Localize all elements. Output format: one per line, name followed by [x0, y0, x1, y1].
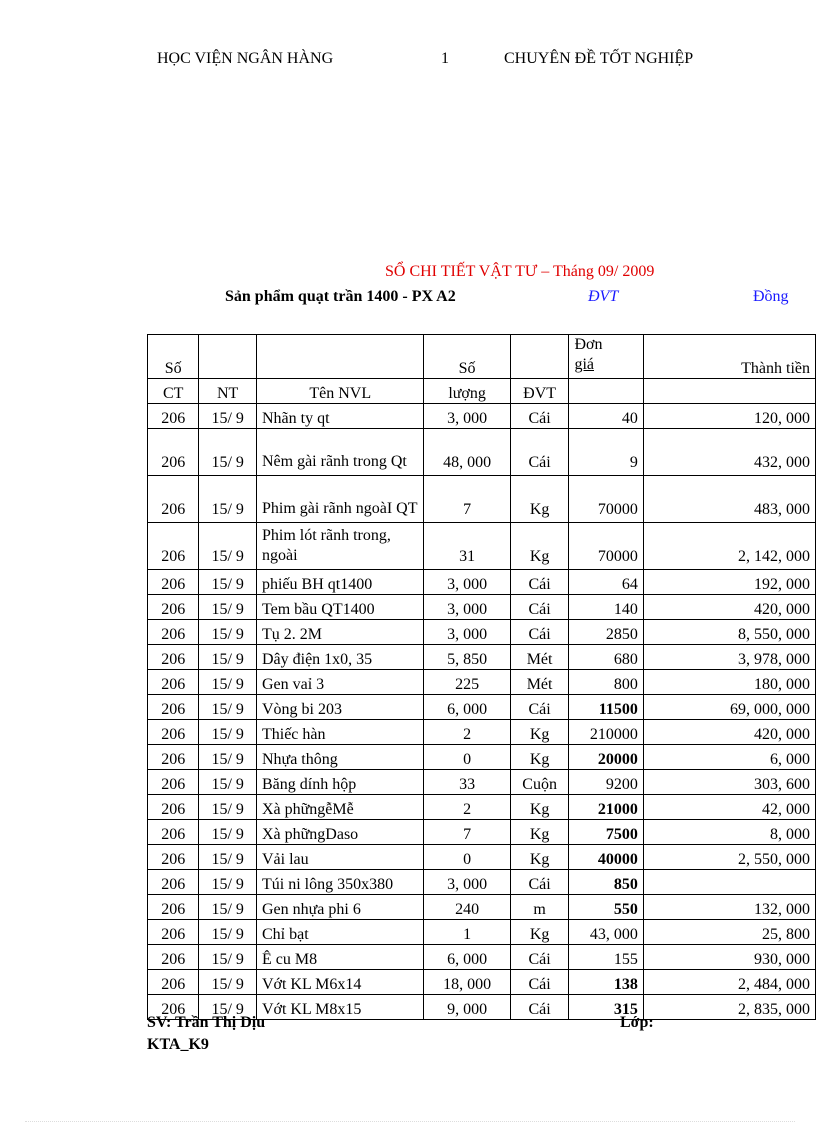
table-row: [148, 970, 816, 995]
cell-ct: 206: [148, 970, 199, 995]
cell-so-luong: 18, 000: [424, 970, 510, 995]
header-empty: [643, 379, 815, 404]
header-empty: [510, 335, 569, 379]
cell-so-luong: 2: [424, 795, 510, 820]
table-row: [148, 795, 816, 820]
cell-don-gia: 155: [569, 945, 643, 970]
cell-ct: 206: [148, 995, 199, 1020]
cell-ct: 206: [148, 870, 199, 895]
cell-ct: 206: [148, 404, 199, 429]
cell-ct: 206: [148, 429, 199, 476]
cell-thanh-tien: 6, 000: [643, 745, 815, 770]
cell-dvt: Cái: [510, 595, 569, 620]
cell-ten-nvl: Tụ 2. 2M: [256, 620, 423, 645]
cell-nt: 15/ 9: [199, 945, 257, 970]
cell-ten-nvl: Vớt KL M8x15: [256, 995, 423, 1020]
cell-so-luong: 3, 000: [424, 570, 510, 595]
cell-don-gia: 680: [569, 645, 643, 670]
cell-nt: 15/ 9: [199, 795, 257, 820]
table-row: [148, 920, 816, 945]
cell-so-luong: 3, 000: [424, 620, 510, 645]
cell-ten-nvl: Gen nhựa phi 6: [256, 895, 423, 920]
cell-dvt: Cái: [510, 620, 569, 645]
cell-dvt: Kg: [510, 523, 569, 570]
cell-ct: 206: [148, 523, 199, 570]
cell-thanh-tien: 3, 978, 000: [643, 645, 815, 670]
cell-dvt: Mét: [510, 645, 569, 670]
table-row: [148, 570, 816, 595]
cell-dvt: Kg: [510, 745, 569, 770]
table-row: [148, 476, 816, 523]
cell-nt: 15/ 9: [199, 920, 257, 945]
table-row: [148, 695, 816, 720]
cell-ten-nvl: Vòng bi 203: [256, 695, 423, 720]
cell-nt: 15/ 9: [199, 695, 257, 720]
cell-ct: 206: [148, 895, 199, 920]
cell-thanh-tien: 2, 142, 000: [643, 523, 815, 570]
cell-so-luong: 1: [424, 920, 510, 945]
cell-thanh-tien: [643, 870, 815, 895]
cell-so-luong: 3, 000: [424, 870, 510, 895]
cell-ct: 206: [148, 745, 199, 770]
cell-don-gia: 9200: [569, 770, 643, 795]
header-thanh-tien: Thành tiền: [643, 335, 815, 379]
table-row: [148, 745, 816, 770]
cell-don-gia: 43, 000: [569, 920, 643, 945]
cell-so-luong: 33: [424, 770, 510, 795]
cell-dvt: Cái: [510, 429, 569, 476]
cell-thanh-tien: 42, 000: [643, 795, 815, 820]
cell-ten-nvl: Túi ni lông 350x380: [256, 870, 423, 895]
table-row: [148, 845, 816, 870]
class-label: Lớp:: [620, 1014, 654, 1031]
document-title: SỔ CHI TIẾT VẬT TƯ – Tháng 09/ 2009: [385, 263, 655, 280]
cell-don-gia: 315: [569, 995, 643, 1020]
cell-don-gia: 2850: [569, 620, 643, 645]
cell-dvt: Cái: [510, 970, 569, 995]
cell-nt: 15/ 9: [199, 745, 257, 770]
cell-thanh-tien: 483, 000: [643, 476, 815, 523]
cell-nt: 15/ 9: [199, 820, 257, 845]
cell-thanh-tien: 2, 550, 000: [643, 845, 815, 870]
document-subtitle: Sản phẩm quạt trần 1400 - PX A2: [225, 288, 456, 305]
cell-ct: 206: [148, 476, 199, 523]
class-code: KTA_K9: [147, 1036, 209, 1053]
cell-nt: 15/ 9: [199, 476, 257, 523]
cell-ten-nvl: Vớt KL M6x14: [256, 970, 423, 995]
cell-so-luong: 31: [424, 523, 510, 570]
currency-label: Đồng: [753, 288, 789, 305]
cell-nt: 15/ 9: [199, 523, 257, 570]
cell-ten-nvl: Nhãn ty qt: [256, 404, 423, 429]
cell-thanh-tien: 120, 000: [643, 404, 815, 429]
cell-so-luong: 3, 000: [424, 404, 510, 429]
cell-dvt: m: [510, 895, 569, 920]
cell-dvt: Kg: [510, 720, 569, 745]
table-row: [148, 645, 816, 670]
cell-ct: 206: [148, 645, 199, 670]
cell-ct: 206: [148, 795, 199, 820]
header-empty: [569, 379, 643, 404]
cell-nt: 15/ 9: [199, 429, 257, 476]
cell-nt: 15/ 9: [199, 870, 257, 895]
unit-label: ĐVT: [588, 288, 619, 305]
page-bottom-border: [25, 1121, 795, 1122]
table-row: [148, 720, 816, 745]
cell-nt: 15/ 9: [199, 970, 257, 995]
cell-ct: 206: [148, 820, 199, 845]
header-institution: HỌC VIỆN NGÂN HÀNG: [157, 50, 334, 67]
cell-don-gia: 140: [569, 595, 643, 620]
cell-ct: 206: [148, 595, 199, 620]
cell-ten-nvl: Nêm gài rãnh trong Qt: [256, 429, 423, 476]
header-empty: [199, 335, 257, 379]
cell-don-gia: 210000: [569, 720, 643, 745]
cell-dvt: Cái: [510, 404, 569, 429]
cell-dvt: Cái: [510, 945, 569, 970]
cell-dvt: Cuộn: [510, 770, 569, 795]
cell-thanh-tien: 8, 000: [643, 820, 815, 845]
cell-ten-nvl: Gen vaỉ 3: [256, 670, 423, 695]
header-so-luong-bottom: lượng: [424, 379, 510, 404]
cell-ten-nvl: Băng dính hộp: [256, 770, 423, 795]
cell-thanh-tien: 432, 000: [643, 429, 815, 476]
cell-dvt: Kg: [510, 845, 569, 870]
header-empty: [256, 335, 423, 379]
cell-dvt: Cái: [510, 995, 569, 1020]
table-row: [148, 870, 816, 895]
cell-ct: 206: [148, 920, 199, 945]
header-row-1: [148, 335, 816, 379]
cell-don-gia: 11500: [569, 695, 643, 720]
page-number: 1: [441, 50, 449, 67]
cell-thanh-tien: 303, 600: [643, 770, 815, 795]
cell-dvt: Mét: [510, 670, 569, 695]
cell-nt: 15/ 9: [199, 404, 257, 429]
cell-don-gia: 64: [569, 570, 643, 595]
cell-don-gia: 800: [569, 670, 643, 695]
cell-so-luong: 225: [424, 670, 510, 695]
cell-ten-nvl: Thiếc hàn: [256, 720, 423, 745]
cell-so-luong: 6, 000: [424, 695, 510, 720]
cell-dvt: Cái: [510, 870, 569, 895]
cell-ct: 206: [148, 845, 199, 870]
cell-so-luong: 48, 000: [424, 429, 510, 476]
cell-nt: 15/ 9: [199, 570, 257, 595]
cell-don-gia: 850: [569, 870, 643, 895]
table-row: [148, 820, 816, 845]
cell-ten-nvl: Xà phữngễMễ: [256, 795, 423, 820]
cell-ct: 206: [148, 770, 199, 795]
table-row: [148, 595, 816, 620]
cell-ten-nvl: Phim gài rãnh ngoàI QT: [256, 476, 423, 523]
header-row-2: [148, 379, 816, 404]
cell-don-gia: 21000: [569, 795, 643, 820]
header-don-gia-top: Đơn giá: [569, 335, 643, 379]
cell-dvt: Cái: [510, 570, 569, 595]
cell-ct: 206: [148, 695, 199, 720]
table-row: [148, 620, 816, 645]
cell-so-luong: 3, 000: [424, 595, 510, 620]
cell-don-gia: 20000: [569, 745, 643, 770]
cell-ct: 206: [148, 570, 199, 595]
cell-ten-nvl: Ê cu M8: [256, 945, 423, 970]
cell-nt: 15/ 9: [199, 770, 257, 795]
cell-thanh-tien: 2, 484, 000: [643, 970, 815, 995]
cell-ten-nvl: phiếu BH qt1400: [256, 570, 423, 595]
cell-nt: 15/ 9: [199, 645, 257, 670]
cell-thanh-tien: 69, 000, 000: [643, 695, 815, 720]
cell-ten-nvl: Dây điện 1x0, 35: [256, 645, 423, 670]
cell-dvt: Kg: [510, 795, 569, 820]
cell-nt: 15/ 9: [199, 620, 257, 645]
cell-ten-nvl: Chỉ bạt: [256, 920, 423, 945]
cell-don-gia: 9: [569, 429, 643, 476]
cell-so-luong: 240: [424, 895, 510, 920]
cell-thanh-tien: 25, 800: [643, 920, 815, 945]
cell-ten-nvl: Xà phữngDaso: [256, 820, 423, 845]
cell-ct: 206: [148, 670, 199, 695]
header-so: Số: [148, 335, 199, 379]
cell-so-luong: 2: [424, 720, 510, 745]
cell-so-luong: 7: [424, 476, 510, 523]
cell-don-gia: 40: [569, 404, 643, 429]
table-row: [148, 895, 816, 920]
cell-nt: 15/ 9: [199, 595, 257, 620]
cell-don-gia: 138: [569, 970, 643, 995]
cell-don-gia: 40000: [569, 845, 643, 870]
header-so-luong-top: Số: [424, 335, 510, 379]
cell-ten-nvl: Nhựa thông: [256, 745, 423, 770]
table-row: [148, 945, 816, 970]
cell-thanh-tien: 192, 000: [643, 570, 815, 595]
cell-ten-nvl: Tem bầu QT1400: [256, 595, 423, 620]
table-row: [148, 523, 816, 570]
cell-ct: 206: [148, 620, 199, 645]
cell-dvt: Kg: [510, 476, 569, 523]
cell-nt: 15/ 9: [199, 670, 257, 695]
cell-thanh-tien: 2, 835, 000: [643, 995, 815, 1020]
cell-don-gia: 7500: [569, 820, 643, 845]
cell-ct: 206: [148, 720, 199, 745]
cell-dvt: Kg: [510, 820, 569, 845]
cell-ten-nvl: Phim lót rãnh trong, ngoài: [256, 523, 423, 570]
cell-nt: 15/ 9: [199, 845, 257, 870]
header-dvt: ĐVT: [510, 379, 569, 404]
cell-dvt: Kg: [510, 920, 569, 945]
cell-nt: 15/ 9: [199, 720, 257, 745]
cell-dvt: Cái: [510, 695, 569, 720]
header-ct: CT: [148, 379, 199, 404]
cell-thanh-tien: 930, 000: [643, 945, 815, 970]
cell-so-luong: 0: [424, 845, 510, 870]
cell-ct: 206: [148, 945, 199, 970]
table-row: [148, 670, 816, 695]
cell-so-luong: 6, 000: [424, 945, 510, 970]
cell-so-luong: 9, 000: [424, 995, 510, 1020]
cell-thanh-tien: 132, 000: [643, 895, 815, 920]
table-row: [148, 429, 816, 476]
student-name: SV: Trần Thị Dịu: [147, 1014, 266, 1031]
header-thesis: CHUYÊN ĐỀ TỐT NGHIỆP: [504, 50, 694, 67]
cell-so-luong: 7: [424, 820, 510, 845]
header-nt: NT: [199, 379, 257, 404]
cell-thanh-tien: 8, 550, 000: [643, 620, 815, 645]
cell-ten-nvl: Vải lau: [256, 845, 423, 870]
cell-nt: 15/ 9: [199, 895, 257, 920]
cell-don-gia: 550: [569, 895, 643, 920]
cell-thanh-tien: 180, 000: [643, 670, 815, 695]
table-row: [148, 770, 816, 795]
cell-thanh-tien: 420, 000: [643, 595, 815, 620]
cell-so-luong: 0: [424, 745, 510, 770]
cell-so-luong: 5, 850: [424, 645, 510, 670]
table-row: [148, 404, 816, 429]
cell-nt: 15/ 9: [199, 995, 257, 1020]
cell-thanh-tien: 420, 000: [643, 720, 815, 745]
cell-don-gia: 70000: [569, 476, 643, 523]
header-ten-nvl: Tên NVL: [256, 379, 423, 404]
material-ledger-table: [147, 334, 816, 1020]
cell-don-gia: 70000: [569, 523, 643, 570]
